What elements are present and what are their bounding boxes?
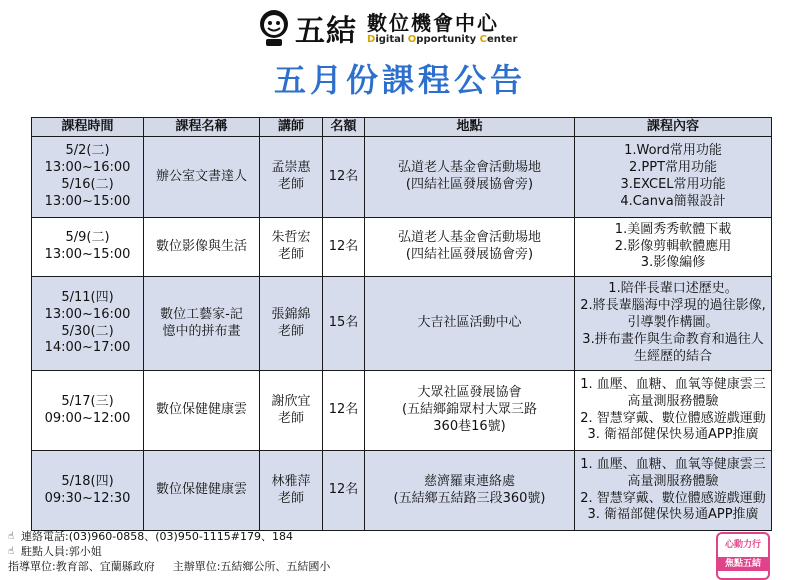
cell-time: 5/18(四) 09:30~12:30	[32, 451, 144, 531]
cell-course-name: 數位影像與生活	[144, 218, 260, 277]
cell-place: 弘道老人基金會活動場地 (四結社區發展協會旁)	[365, 218, 575, 277]
course-table	[31, 117, 772, 531]
brand-badge	[716, 532, 770, 580]
cell-content: 1.Word常用功能 2.PPT常用功能 3.EXCEL常用功能 4.Canva簡報設計	[575, 137, 772, 218]
hand-point-icon: ☝	[8, 531, 15, 542]
cell-content: 1.陪伴長輩口述歷史。 2.將長輩腦海中浮現的過往影像, 引導製作構圖。 3.拼布畫作與生命教育和過往人 生經歷的結合	[575, 277, 772, 371]
table-row	[32, 371, 772, 451]
logo-text: 五結	[295, 14, 357, 49]
header-quota: 名額	[323, 118, 365, 137]
cell-time: 5/11(四) 13:00~16:00 5/30(二) 14:00~17:00	[32, 277, 144, 371]
header	[0, 4, 800, 54]
header-place: 地點	[365, 118, 575, 137]
footer-phone: ☝ 連絡電話:(03)960-0858、(03)950-1115#179、184	[8, 530, 293, 543]
table-header-row	[32, 118, 772, 137]
badge-top-text: 心動力行	[724, 540, 761, 550]
cell-course-name: 辦公室文書達人	[144, 137, 260, 218]
smiley-face-icon	[257, 8, 291, 48]
cell-course-name: 數位工藝家-記 憶中的拼布畫	[144, 277, 260, 371]
cell-place: 大眾社區發展協會 (五結鄉錦眾村大眾三路 360巷16號)	[365, 371, 575, 451]
cell-content: 1. 血壓、血糖、血氧等健康雲三 高量測服務體驗 2. 智慧穿戴、數位體感遊戲運動 3. 衛福部健保快易通APP推廣	[575, 371, 772, 451]
cell-place: 慈濟羅東連絡處 (五結鄉五結路三段360號)	[365, 451, 575, 531]
cell-teacher: 林雅萍 老師	[260, 451, 323, 531]
badge-bottom-text: 焦點五結	[718, 557, 768, 571]
table-row	[32, 277, 772, 371]
page-title: 五月份課程公告	[273, 61, 526, 99]
hand-point-icon: ☝	[8, 546, 15, 557]
table-row	[32, 451, 772, 531]
header-content: 課程內容	[575, 118, 772, 137]
cell-teacher: 張錦綿 老師	[260, 277, 323, 371]
cell-quota: 12名	[323, 371, 365, 451]
cell-place: 大吉社區活動中心	[365, 277, 575, 371]
footer-staff: ☝ 駐點人員:郭小姐	[8, 545, 102, 558]
cell-quota: 12名	[323, 218, 365, 277]
table-row	[32, 137, 772, 218]
cell-content: 1. 血壓、血糖、血氧等健康雲三 高量測服務體驗 2. 智慧穿戴、數位體感遊戲運動 3. 衛福部健保快易通APP推廣	[575, 451, 772, 531]
cell-teacher: 謝欣宜 老師	[260, 371, 323, 451]
cell-course-name: 數位保健健康雲	[144, 371, 260, 451]
cell-quota: 12名	[323, 137, 365, 218]
header-teacher: 講師	[260, 118, 323, 137]
cell-time: 5/9(二) 13:00~15:00	[32, 218, 144, 277]
cell-quota: 15名	[323, 277, 365, 371]
cell-time: 5/2(二) 13:00~16:00 5/16(二) 13:00~15:00	[32, 137, 144, 218]
header-time: 課程時間	[32, 118, 144, 137]
cell-teacher: 朱哲宏 老師	[260, 218, 323, 277]
center-name-block	[367, 12, 517, 45]
cell-teacher: 孟崇惠 老師	[260, 137, 323, 218]
cell-place: 弘道老人基金會活動場地 (四結社區發展協會旁)	[365, 137, 575, 218]
cell-content: 1.美圖秀秀軟體下載 2.影像剪輯軟體應用 3.影像編修	[575, 218, 772, 277]
cell-course-name: 數位保健健康雲	[144, 451, 260, 531]
center-english-name: Digital Opportunity Center	[367, 33, 518, 45]
header-course-name: 課程名稱	[144, 118, 260, 137]
footer-units: 指導單位:教育部、宜蘭縣政府 主辦單位:五結鄉公所、五結國小	[8, 560, 331, 573]
cell-time: 5/17(三) 09:00~12:00	[32, 371, 144, 451]
cell-quota: 12名	[323, 451, 365, 531]
footer	[8, 529, 330, 574]
table-row	[32, 218, 772, 277]
center-name: 數位機會中心	[367, 10, 499, 35]
logo	[257, 6, 517, 50]
